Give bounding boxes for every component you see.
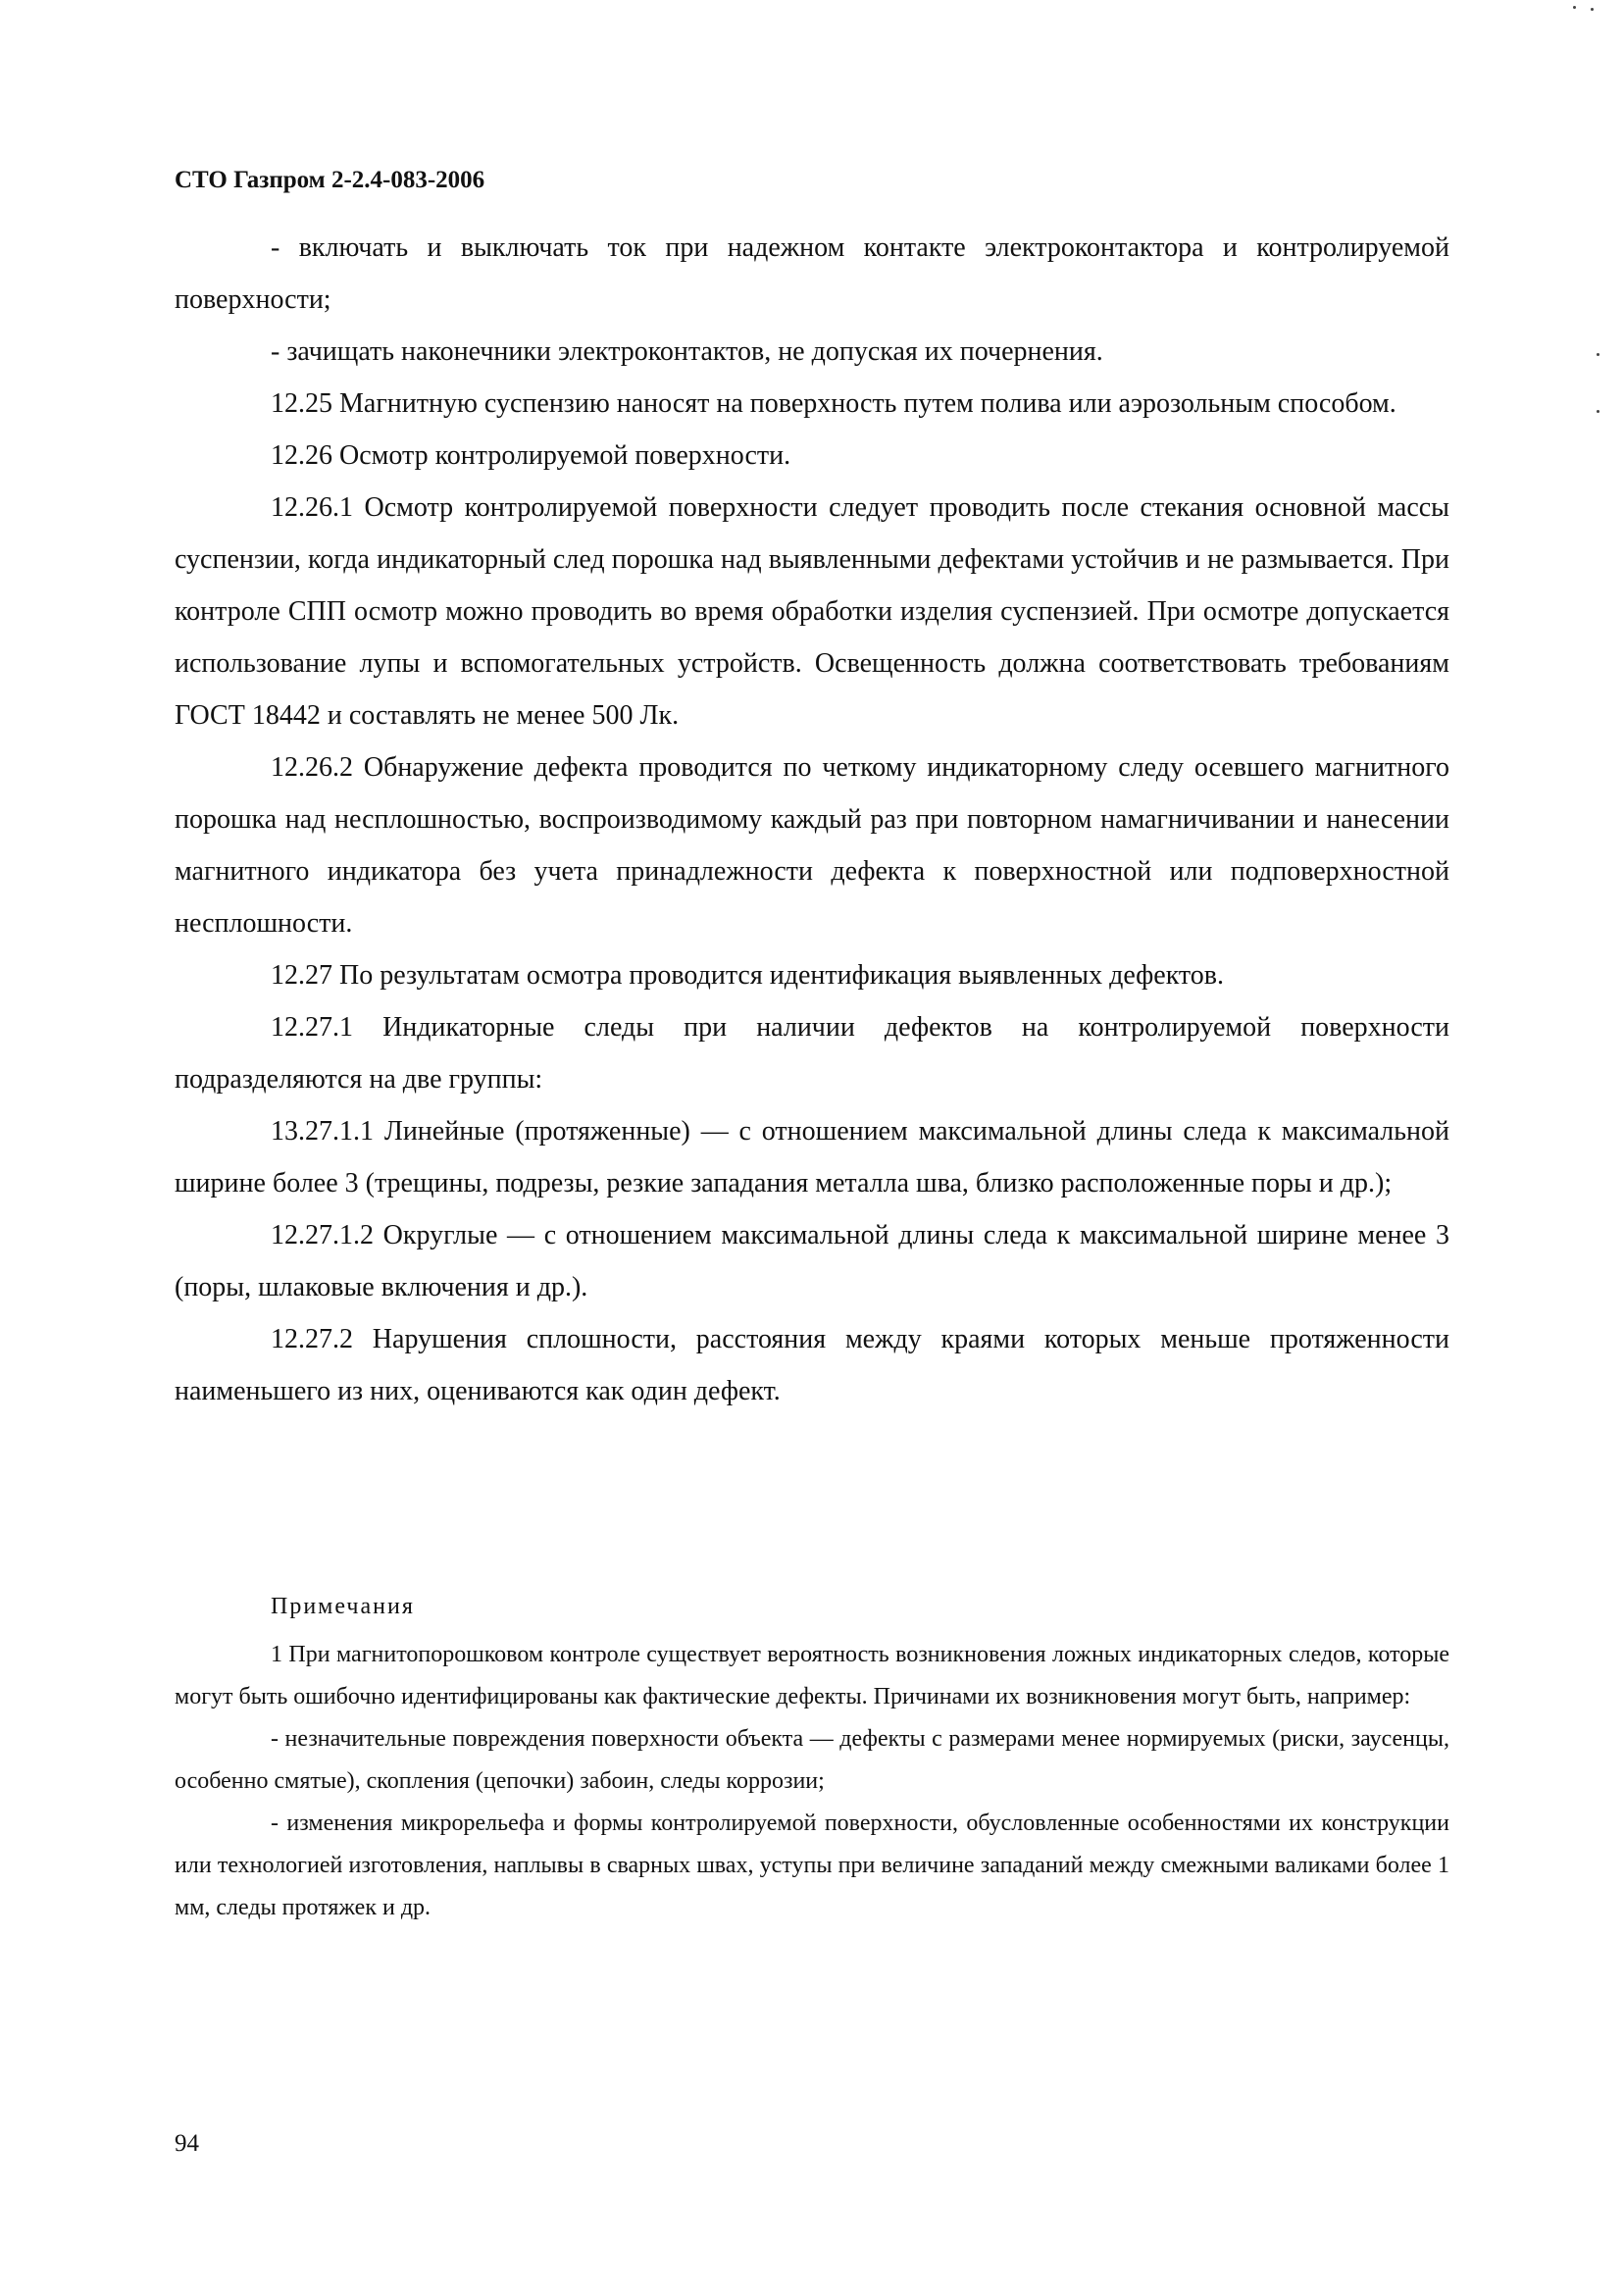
scan-speck (1597, 353, 1599, 356)
note-item-1: 1 При магнитопорошковом контроле существует вероятность возникновения ложных индикаторных следов, которые могут быть ошибочно идентифицированы как фактические дефекты. Причинами их возникновения могут быть, например: (175, 1642, 1449, 1709)
notes-heading: Примечания (271, 1594, 415, 1619)
paragraph-13-27-1-1: 13.27.1.1 Линейные (протяженные) — с отношением максимальной длины следа к максимальной ширине более 3 (трещины, подрезы, резкие западания металла шва, близко расположенные поры и др.); (175, 1116, 1449, 1198)
paragraph-12-27-2: 12.27.2 Нарушения сплошности, расстояния между краями которых меньше протяженности наименьшего из них, оцениваются как один дефект. (175, 1324, 1449, 1406)
note-item-3: - изменения микрорельефа и формы контролируемой поверхности, обусловленные особенностями их конструкции или технологией изготовления, наплывы в сварных швах, уступы при величине западаний между смежными валиками более 1 мм, следы протяжек и др. (175, 1810, 1449, 1920)
notes-section (175, 1587, 1449, 1929)
paragraph-12-26: 12.26 Осмотр контролируемой поверхности. (271, 440, 791, 471)
paragraph-clean-tips: - зачищать наконечники электроконтактов, не допуская их почернения. (271, 336, 1103, 367)
paragraph-12-25: 12.25 Магнитную суспензию наносят на поверхность путем полива или аэрозольным способом. (271, 388, 1396, 419)
paragraph-12-26-2: 12.26.2 Обнаружение дефекта проводится по четкому индикаторному следу осевшего магнитного порошка над несплошностью, воспроизводимому каждый раз при повторном намагничивании и нанесении магнитного индикатора без учета принадлежности дефекта к поверхностной или подповерхностной несплошности. (175, 752, 1449, 939)
paragraph-switch-current: - включать и выключать ток при надежном контакте электроконтактора и контролируемой поверхности; (175, 232, 1449, 315)
paragraph-12-27-1: 12.27.1 Индикаторные следы при наличии дефектов на контролируемой поверхности подразделяются на две группы: (175, 1012, 1449, 1095)
scan-speck (1597, 410, 1599, 413)
document-body (175, 222, 1449, 1417)
document-header: СТО Газпром 2-2.4-083-2006 (175, 167, 485, 193)
page-number: 94 (175, 2130, 199, 2157)
paragraph-12-27-1-2: 12.27.1.2 Округлые — с отношением максимальной длины следа к максимальной ширине менее 3 (поры, шлаковые включения и др.). (175, 1220, 1449, 1302)
paragraph-12-27: 12.27 По результатам осмотра проводится идентификация выявленных дефектов. (271, 960, 1225, 991)
paragraph-12-26-1: 12.26.1 Осмотр контролируемой поверхности следует проводить после стекания основной массы суспензии, когда индикаторный след порошка над выявленными дефектами устойчив и не размывается. При контроле СПП осмотр можно проводить во время обработки изделия суспензией. При осмотре допускается использование лупы и вспомогательных устройств. Освещенность должна соответствовать требованиям ГОСТ 18442 и составлять не менее 500 Лк. (175, 492, 1449, 731)
note-item-2: - незначительные повреждения поверхности объекта — дефекты с размерами менее нормируемых (риски, заусенцы, особенно смятые), скопления (цепочки) забоин, следы коррозии; (175, 1726, 1449, 1794)
scan-speck (1573, 6, 1576, 9)
scan-speck (1591, 8, 1594, 11)
